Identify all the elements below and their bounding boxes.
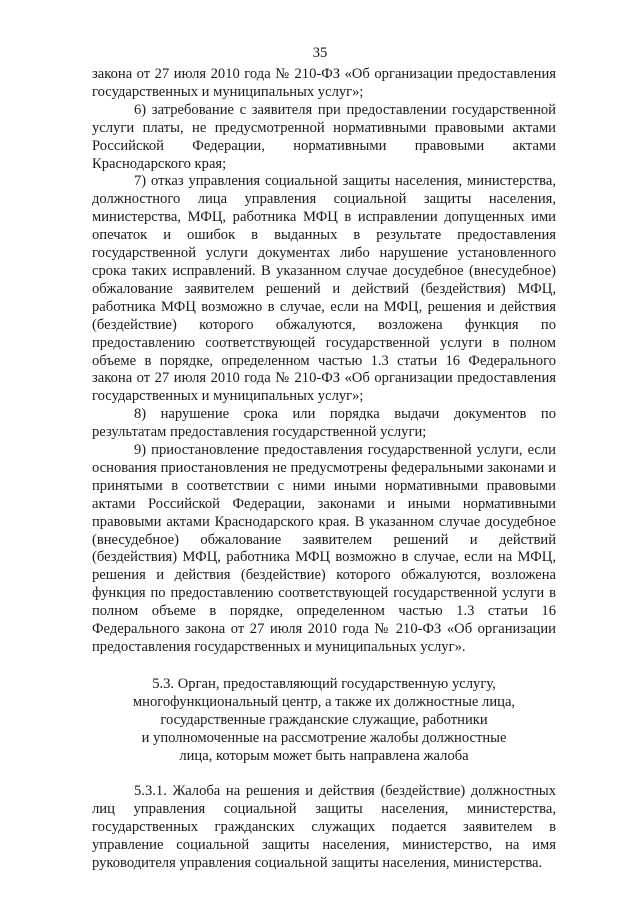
section-heading-line: государственные гражданские служащие, работники bbox=[160, 711, 488, 728]
section-heading-line: 5.3. Орган, предоставляющий государственную услугу, bbox=[152, 675, 496, 692]
paragraph-5-3-1: 5.3.1. Жалоба на решения и действия (бездействие) должностных лиц управления социальной защиты населения, министерства, государственных гражданских служащих подается заявителем в управление социальной защиты населения, министерство, на имя руководителя управления социальной защиты населения, министерства. bbox=[92, 782, 556, 871]
section-heading-line: многофункциональный центр, а также их должностные лица, bbox=[132, 693, 516, 710]
section-heading-line: и уполномоченные на рассмотрение жалобы должностные bbox=[141, 729, 507, 746]
paragraph-item-6: 6) затребование с заявителя при предоставлении государственной услуги платы, не предусмотренной нормативными правовыми актами Российской Федерации, нормативными правовыми актами Краснодарского края; bbox=[92, 101, 556, 172]
document-body bbox=[92, 66, 556, 872]
paragraph-item-7: 7) отказ управления социальной защиты населения, министерства, должностного лица управления социальной защиты населения, министерства, МФЦ, работника МФЦ в исправлении допущенных ими опечаток и ошибок в выданных в результате предоставления государственной услуги документах либо нарушение установленного срока таких исправлений. В указанном случае досудебное (внесудебное) обжалование заявителем решений и действий (бездействия) МФЦ, работника МФЦ возможно в случае, если на МФЦ, решения и действия (бездействие) которого обжалуются, возложена функция по предоставлению соответствующей государственной услуги в полном объеме в порядке, определенном частью 1.3 статьи 16 Федерального закона от 27 июля 2010 года № 210-ФЗ «Об организации предоставления государственных и муниципальных услуг»; bbox=[92, 173, 556, 405]
page-number: 35 bbox=[312, 45, 328, 61]
paragraph-item-8: 8) нарушение срока или порядка выдачи документов по результатам предоставления государственной услуги; bbox=[92, 406, 556, 441]
paragraph-continuation: закона от 27 июля 2010 года № 210-ФЗ «Об организации предоставления государственных и муниципальных услуг»; bbox=[92, 66, 556, 100]
paragraph-item-9: 9) приостановление предоставления государственной услуги, если основания приостановления не предусмотрены федеральными законами и принятыми в соответствии с ними иными нормативными правовыми актами Российской Федерации, законами и иными нормативными правовыми актами Краснодарского края. В указанном случае досудебное (внесудебное) обжалование заявителем решений и действий (бездействия) МФЦ, работника МФЦ возможно в случае, если на МФЦ, решения и действия (бездействие) которого обжалуются, возложена функция по предоставлению соответствующей государственной услуги в полном объеме в порядке, определенном частью 1.3 статьи 16 Федерального закона от 27 июля 2010 года № 210-ФЗ «Об организации предоставления государственных и муниципальных услуг». bbox=[92, 442, 556, 655]
section-heading-line: лица, которым может быть направлена жалоба bbox=[179, 747, 469, 764]
section-heading-5-3 bbox=[92, 675, 556, 765]
